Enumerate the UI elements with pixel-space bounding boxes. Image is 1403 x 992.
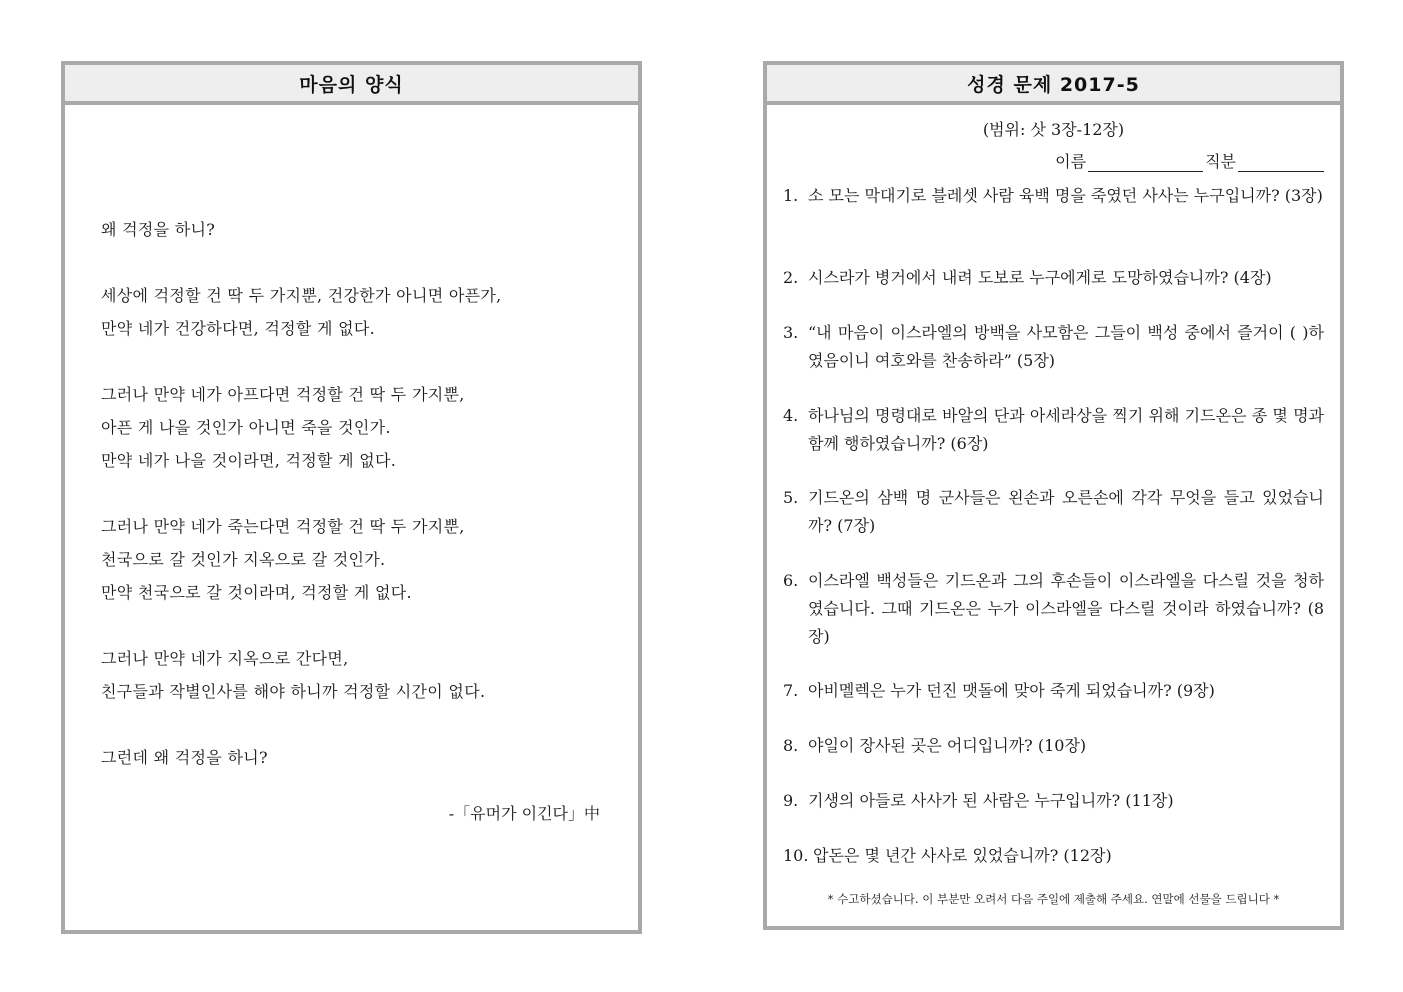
question-text: 시스라가 병거에서 내려 도보로 누구에게로 도망하였습니까? (4장) xyxy=(808,268,1272,287)
question-item xyxy=(783,677,1324,705)
poem-line: 친구들과 작별인사를 해야 하니까 걱정할 시간이 없다. xyxy=(101,682,486,701)
name-position-row xyxy=(1055,149,1326,172)
question-text: 기생의 아들로 사사가 된 사람은 누구입니까? (11장) xyxy=(808,791,1174,810)
question-item xyxy=(783,567,1324,651)
question-text: 기드온의 삼백 명 군사들은 왼손과 오른손에 각각 무엇을 들고 있었습니까? (7장) xyxy=(808,488,1324,535)
question-number: 1. xyxy=(783,186,799,205)
poem-line: 그러나 만약 네가 죽는다면 걱정할 건 딱 두 가지뿐, xyxy=(101,517,465,536)
question-item xyxy=(783,732,1324,760)
poem-line: 그러나 만약 네가 지옥으로 간다면, xyxy=(101,649,349,668)
stanza xyxy=(101,642,618,708)
question-number: 8. xyxy=(783,736,799,755)
poem-line: 만약 네가 나을 것이라면, 걱정할 게 없다. xyxy=(101,451,397,470)
daily-bread-panel xyxy=(61,61,642,934)
name-blank[interactable] xyxy=(1088,151,1203,172)
stanza xyxy=(101,213,618,246)
quiz-range: (범위: 삿 3장-12장) xyxy=(982,120,1125,139)
name-label: 이름 xyxy=(1055,152,1087,171)
bible-quiz-panel xyxy=(763,61,1344,930)
question-item xyxy=(783,842,1324,870)
stanza xyxy=(101,510,618,609)
question-item xyxy=(783,402,1324,458)
poem-line: 그런데 왜 걱정을 하니? xyxy=(101,748,268,767)
panel-title: 성경 문제 2017-5 xyxy=(767,65,1340,105)
question-number: 9. xyxy=(783,791,799,810)
stanza xyxy=(101,279,618,345)
question-item xyxy=(783,182,1324,210)
question-item xyxy=(783,484,1324,540)
question-text: 이스라엘 백성들은 기드온과 그의 후손들이 이스라엘을 다스릴 것을 청하였습니다. 그때 기드온은 누가 이스라엘을 다스릴 것이라 하였습니까? (8장) xyxy=(808,571,1324,646)
question-number: 2. xyxy=(783,268,799,287)
position-label: 직분 xyxy=(1205,152,1236,171)
question-number: 4. xyxy=(783,406,799,425)
poem-line: 세상에 걱정할 건 딱 두 가지뿐, 건강한가 아니면 아픈가, xyxy=(101,286,502,305)
footnote: * 수고하셨습니다. 이 부분만 오려서 다음 주일에 제출해 주세요. 연말에 선물을 드립니다 * xyxy=(827,892,1280,906)
poem-line: 아픈 게 나을 것인가 아니면 죽을 것인가. xyxy=(101,418,391,437)
question-text: 야일이 장사된 곳은 어디입니까? (10장) xyxy=(808,736,1087,755)
question-number: 3. xyxy=(783,323,799,342)
position-blank[interactable] xyxy=(1238,151,1324,172)
panel-title: 마음의 양식 xyxy=(65,65,638,105)
question-item xyxy=(783,319,1324,375)
question-item xyxy=(783,264,1324,292)
poem-source: -「유머가 이긴다」中 xyxy=(448,804,600,823)
stanza xyxy=(101,378,618,477)
poem-line: 왜 걱정을 하니? xyxy=(101,220,216,239)
question-number: 7. xyxy=(783,681,799,700)
question-number: 10. xyxy=(783,846,809,865)
question-text: “내 마음이 이스라엘의 방백을 사모함은 그들이 백성 중에서 즐거이 ( )하였음이니 여호와를 찬송하라” (5장) xyxy=(808,323,1324,370)
poem-line: 천국으로 갈 것인가 지옥으로 갈 것인가. xyxy=(101,550,386,569)
poem xyxy=(101,213,618,807)
question-number: 5. xyxy=(783,488,799,507)
poem-line: 그러나 만약 네가 아프다면 걱정할 건 딱 두 가지뿐, xyxy=(101,385,465,404)
question-text: 소 모는 막대기로 블레셋 사람 육백 명을 죽였던 사사는 누구입니까? (3장) xyxy=(808,186,1323,205)
question-item xyxy=(783,787,1324,815)
stanza xyxy=(101,741,618,774)
question-number: 6. xyxy=(783,571,799,590)
poem-line: 만약 네가 건강하다면, 걱정할 게 없다. xyxy=(101,319,376,338)
question-text: 아비멜렉은 누가 던진 맷돌에 맞아 죽게 되었습니까? (9장) xyxy=(808,681,1215,700)
poem-line: 만약 천국으로 갈 것이라며, 걱정할 게 없다. xyxy=(101,583,412,602)
question-text: 하나님의 명령대로 바알의 단과 아세라상을 찍기 위해 기드온은 종 몇 명과 함께 행하였습니까? (6장) xyxy=(808,406,1324,453)
question-text: 압돈은 몇 년간 사사로 있었습니까? (12장) xyxy=(813,846,1112,865)
